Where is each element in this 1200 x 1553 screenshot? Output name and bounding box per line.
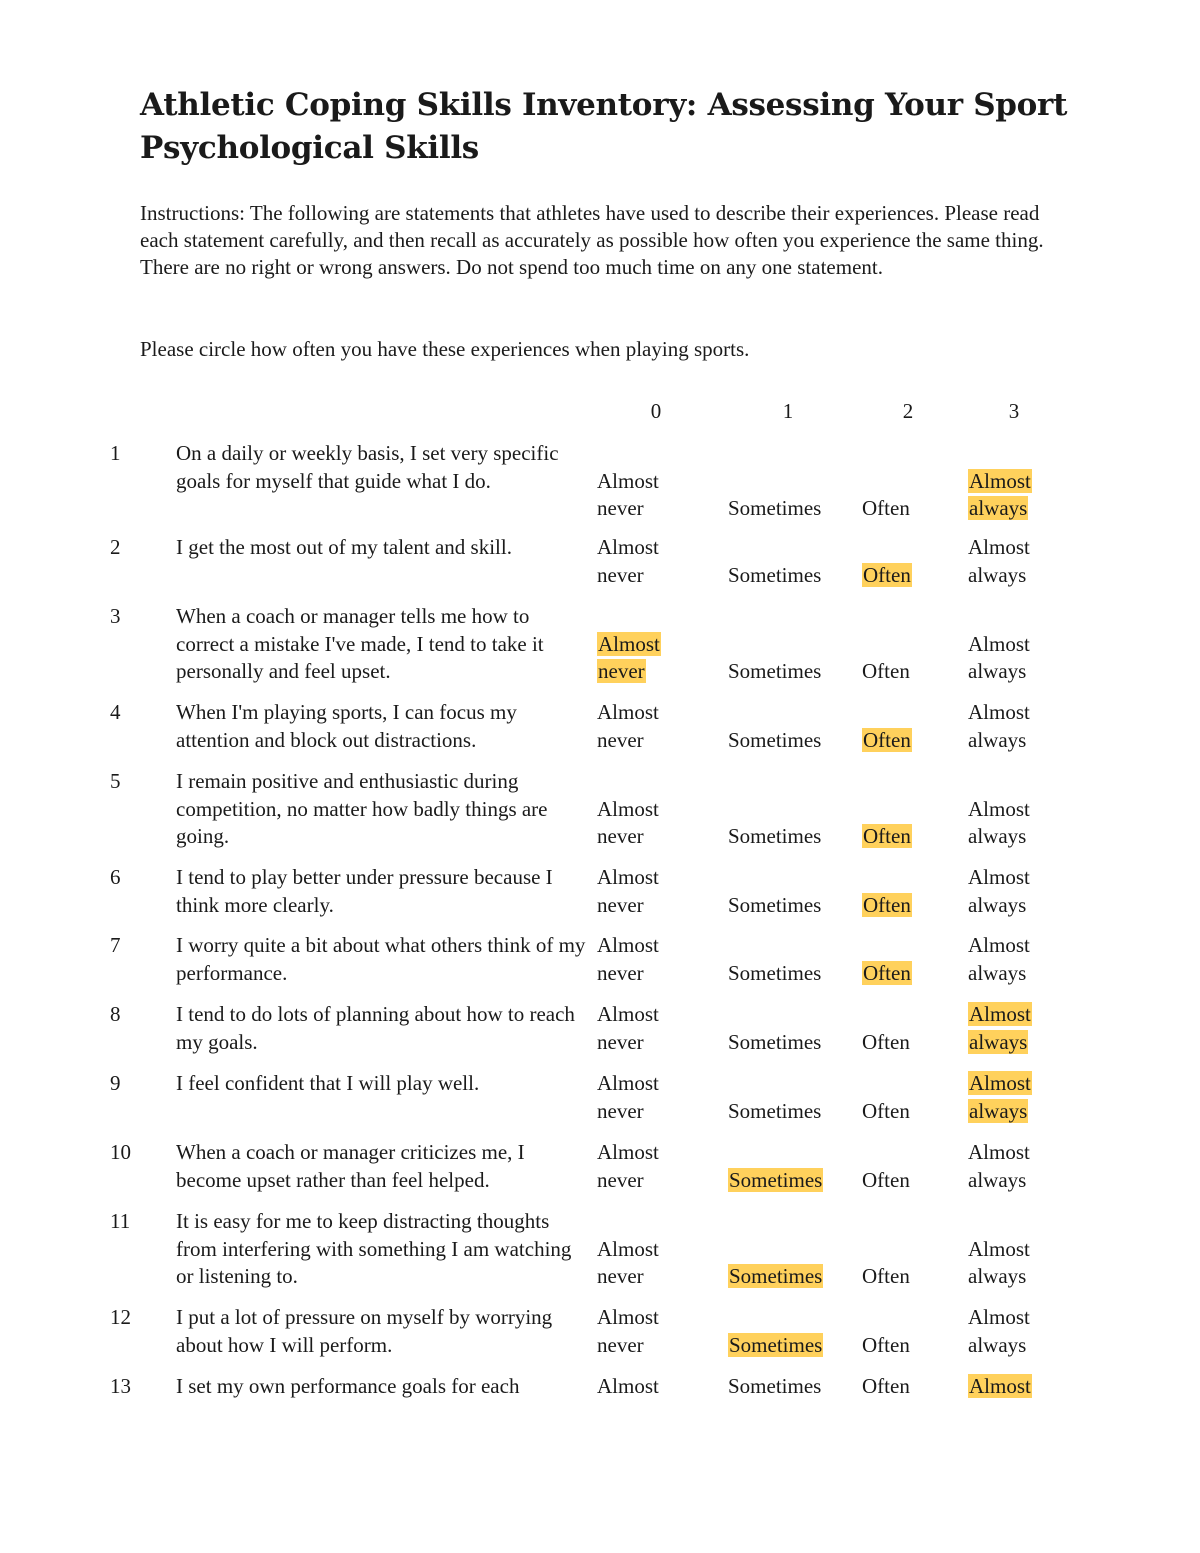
page-title: Athletic Coping Skills Inventory: Assessing Your Sport Psychological Skills xyxy=(140,87,1068,166)
option-label: Sometimes xyxy=(728,1098,822,1123)
option-word: never xyxy=(597,1264,644,1288)
option-label: Often xyxy=(862,1167,910,1192)
option-label: Often xyxy=(862,1029,910,1054)
option-label: Almost xyxy=(969,1374,1031,1398)
option-often[interactable] xyxy=(862,1373,910,1401)
option-often[interactable] xyxy=(862,892,912,920)
option-word: never xyxy=(597,1029,644,1054)
option-often[interactable] xyxy=(862,495,910,523)
option-word: Almost xyxy=(598,631,660,656)
item-statement: I tend to do lots of planning about how to reach my goals. xyxy=(176,1002,575,1054)
option-label: Often xyxy=(862,1332,910,1357)
option-word: Almost xyxy=(969,1071,1031,1095)
item-number: 10 xyxy=(110,1140,131,1164)
item-statement: I get the most out of my talent and skill. xyxy=(176,535,512,559)
option-word: never xyxy=(597,1098,644,1123)
option-sometimes[interactable] xyxy=(728,1098,821,1126)
option-word: Almost xyxy=(968,535,1030,559)
item-number: 13 xyxy=(110,1374,131,1398)
option-almost-always[interactable] xyxy=(968,534,1078,589)
option-word: Almost xyxy=(597,1071,659,1095)
option-almost-never[interactable] xyxy=(597,1304,707,1359)
option-almost-never[interactable] xyxy=(597,1236,707,1291)
option-almost-always[interactable] xyxy=(968,1236,1078,1291)
scale-header-0: 0 xyxy=(650,399,662,423)
option-word: Almost xyxy=(597,1140,659,1164)
option-almost-never[interactable] xyxy=(597,699,707,754)
item-statement: I feel confident that I will play well. xyxy=(176,1071,480,1095)
option-label: Often xyxy=(862,1098,910,1123)
option-often[interactable] xyxy=(862,727,912,755)
option-almost-never[interactable] xyxy=(597,1139,707,1194)
option-almost-never[interactable] xyxy=(597,1001,707,1056)
option-almost-never[interactable] xyxy=(597,631,707,686)
option-word: Almost xyxy=(968,631,1030,656)
option-label: Sometimes xyxy=(729,1264,823,1288)
option-word: always xyxy=(968,659,1027,683)
option-word: Almost xyxy=(968,700,1030,724)
option-almost-always[interactable] xyxy=(968,932,1078,987)
option-almost-always[interactable] xyxy=(968,1139,1078,1194)
item-number: 8 xyxy=(110,1002,121,1026)
option-almost-never[interactable] xyxy=(597,468,707,523)
option-often[interactable] xyxy=(862,1098,910,1126)
option-sometimes[interactable] xyxy=(728,1167,823,1195)
option-almost-always[interactable] xyxy=(968,796,1078,851)
option-almost-never[interactable] xyxy=(597,1070,707,1125)
option-word: never xyxy=(598,659,645,683)
option-almost-always[interactable] xyxy=(968,1001,1078,1056)
option-word: never xyxy=(597,824,644,848)
option-almost-always[interactable] xyxy=(968,1304,1078,1359)
option-label: Often xyxy=(862,1264,910,1288)
option-almost-always[interactable] xyxy=(968,1373,1078,1401)
option-sometimes[interactable] xyxy=(728,1332,823,1360)
item-statement: I worry quite a bit about what others think of my performance. xyxy=(176,933,586,985)
option-label: Sometimes xyxy=(728,496,822,520)
option-sometimes[interactable] xyxy=(728,658,821,686)
option-almost-never[interactable] xyxy=(597,1373,707,1401)
option-word: always xyxy=(969,1098,1028,1123)
option-label: Often xyxy=(862,1374,910,1398)
option-label: Sometimes xyxy=(728,562,822,587)
item-number: 4 xyxy=(110,700,121,724)
item-statement: I remain positive and enthusiastic during competition, no matter how badly things are going. xyxy=(176,769,548,848)
option-word: always xyxy=(968,562,1027,587)
item-statement: I put a lot of pressure on myself by worrying about how I will perform. xyxy=(176,1305,553,1357)
option-often[interactable] xyxy=(862,658,910,686)
item-number: 1 xyxy=(110,441,121,465)
option-word: Almost xyxy=(969,468,1031,493)
option-almost-never[interactable] xyxy=(597,864,707,919)
option-word: Almost xyxy=(968,1305,1030,1329)
option-sometimes[interactable] xyxy=(728,960,821,988)
item-statement: It is easy for me to keep distracting thoughts from interfering with something I am watching or listening to. xyxy=(176,1209,572,1288)
option-word: never xyxy=(597,496,644,520)
option-often[interactable] xyxy=(862,1263,910,1291)
option-almost-always[interactable] xyxy=(968,699,1078,754)
item-number: 5 xyxy=(110,769,121,793)
option-word: never xyxy=(597,960,644,985)
option-sometimes[interactable] xyxy=(728,495,821,523)
item-number: 7 xyxy=(110,933,121,957)
option-word: always xyxy=(968,1167,1027,1192)
option-sometimes[interactable] xyxy=(728,823,821,851)
option-word: Almost xyxy=(968,796,1030,821)
option-sometimes[interactable] xyxy=(728,892,821,920)
option-word: Almost xyxy=(597,796,659,821)
item-statement: When a coach or manager criticizes me, I become upset rather than feel helped. xyxy=(176,1140,525,1192)
option-word: always xyxy=(968,1332,1027,1357)
option-word: Almost xyxy=(597,1236,659,1261)
item-number: 12 xyxy=(110,1305,131,1329)
option-label: Sometimes xyxy=(728,960,822,985)
option-label: Sometimes xyxy=(728,892,822,917)
option-word: always xyxy=(969,1029,1028,1054)
option-often[interactable] xyxy=(862,562,912,590)
scale-header-3: 3 xyxy=(1008,399,1020,423)
scale-header-1: 1 xyxy=(782,399,794,423)
item-statement: When I'm playing sports, I can focus my attention and block out distractions. xyxy=(176,700,517,752)
option-word: Almost xyxy=(969,1002,1031,1026)
option-word: always xyxy=(968,824,1027,848)
option-label: Sometimes xyxy=(728,824,822,848)
item-statement: I tend to play better under pressure because I think more clearly. xyxy=(176,865,553,917)
option-almost-always[interactable] xyxy=(968,468,1078,523)
option-almost-never[interactable] xyxy=(597,796,707,851)
option-word: Almost xyxy=(597,700,659,724)
item-statement: When a coach or manager tells me how to correct a mistake I've made, I tend to take it personally and feel upset. xyxy=(176,604,544,683)
option-word: never xyxy=(597,1332,644,1357)
option-often[interactable] xyxy=(862,1029,910,1057)
option-label: Almost xyxy=(597,1374,659,1398)
scale-header-2: 2 xyxy=(902,399,914,423)
item-number: 2 xyxy=(110,535,121,559)
circle-note-text: Please circle how often you have these experiences when playing sports. xyxy=(140,337,750,361)
option-label: Sometimes xyxy=(729,1167,823,1192)
option-often[interactable] xyxy=(862,1167,910,1195)
item-number: 9 xyxy=(110,1071,121,1095)
option-almost-always[interactable] xyxy=(968,864,1078,919)
option-word: Almost xyxy=(597,535,659,559)
option-label: Often xyxy=(863,824,911,848)
option-word: never xyxy=(597,1167,644,1192)
option-label: Sometimes xyxy=(728,1374,822,1398)
option-almost-always[interactable] xyxy=(968,1070,1078,1125)
option-label: Often xyxy=(863,960,911,985)
option-almost-never[interactable] xyxy=(597,534,707,589)
option-sometimes[interactable] xyxy=(728,727,821,755)
option-word: always xyxy=(969,496,1028,520)
option-often[interactable] xyxy=(862,1332,910,1360)
item-number: 6 xyxy=(110,865,121,889)
option-word: Almost xyxy=(968,865,1030,889)
option-label: Often xyxy=(862,659,910,683)
option-word: Almost xyxy=(968,1236,1030,1261)
option-word: Almost xyxy=(597,865,659,889)
option-almost-never[interactable] xyxy=(597,932,707,987)
option-word: never xyxy=(597,727,644,752)
option-word: Almost xyxy=(597,933,659,957)
option-word: always xyxy=(968,960,1027,985)
option-word: Almost xyxy=(968,933,1030,957)
option-label: Sometimes xyxy=(728,1029,822,1054)
option-word: Almost xyxy=(597,1305,659,1329)
option-word: Almost xyxy=(597,1002,659,1026)
option-label: Often xyxy=(863,892,911,917)
option-word: never xyxy=(597,562,644,587)
option-word: always xyxy=(968,892,1027,917)
option-label: Often xyxy=(863,727,911,752)
item-statement: I set my own performance goals for each xyxy=(176,1374,520,1398)
option-sometimes[interactable] xyxy=(728,1029,821,1057)
option-word: always xyxy=(968,1264,1027,1288)
item-statement: On a daily or weekly basis, I set very specific goals for myself that guide what I do. xyxy=(176,441,559,493)
option-often[interactable] xyxy=(862,960,912,988)
option-sometimes[interactable] xyxy=(728,1373,821,1401)
option-label: Often xyxy=(863,562,911,587)
option-word: Almost xyxy=(597,468,659,493)
option-label: Often xyxy=(862,496,910,520)
item-number: 3 xyxy=(110,604,121,628)
instructions-text: Instructions: The following are statements that athletes have used to describe their experiences. Please read each statement carefully, and then recall as accurately as possible how often you experience the same thing. There are no right or wrong answers. Do not spend too much time on any one statement. xyxy=(140,201,1044,279)
option-label: Sometimes xyxy=(729,1332,823,1357)
option-sometimes[interactable] xyxy=(728,1263,823,1291)
option-word: Almost xyxy=(968,1140,1030,1164)
option-word: always xyxy=(968,727,1027,752)
option-almost-always[interactable] xyxy=(968,631,1078,686)
option-label: Sometimes xyxy=(728,727,822,752)
option-word: never xyxy=(597,892,644,917)
option-label: Sometimes xyxy=(728,659,822,683)
item-number: 11 xyxy=(110,1209,131,1233)
option-sometimes[interactable] xyxy=(728,562,821,590)
option-often[interactable] xyxy=(862,823,912,851)
